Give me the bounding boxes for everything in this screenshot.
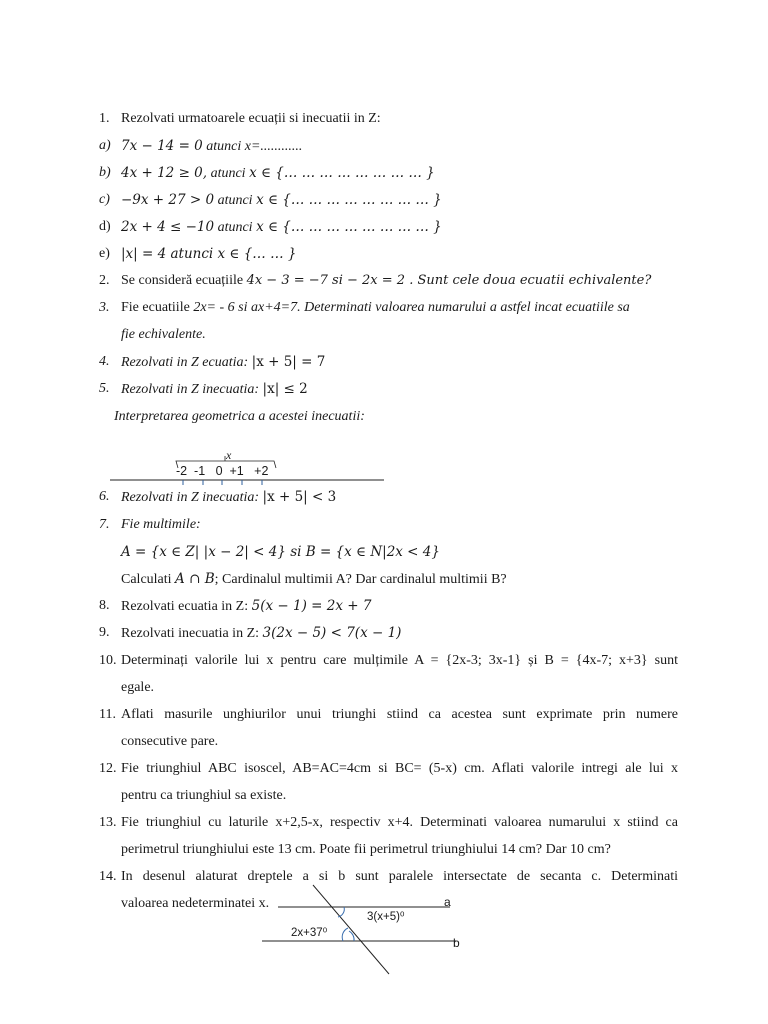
problem-rest: 2x= - 6 si ax+4=7. Determinati valoarea numarului a astfel incat ecuatiile sa: [193, 300, 630, 315]
problem-number: 10.: [99, 653, 117, 668]
problem-11-line2: consecutive pare.: [121, 734, 219, 749]
inequation: 3(2x − 5) < 7(x − 1): [262, 625, 402, 641]
problem-text: In desenul alaturat dreptele a si b sunt paralele intersectate de secanta c. Determinati: [121, 869, 678, 884]
inequation: |x + 5| < 3: [262, 489, 337, 505]
problem-10-line2: egale.: [121, 680, 155, 695]
problem-intro: Rezolvati in Z ecuatia:: [121, 355, 252, 370]
calc-rest: ; Cardinalul multimii A? Dar cardinalul multimii B?: [214, 572, 507, 587]
problem-text: Fie triunghiul ABC isoscel, AB=AC=4cm si BC= (5-x) cm. Aflati valorile intregi ale lui x: [121, 761, 678, 776]
subitem-rest: atunci x=............: [202, 139, 303, 154]
problem-3-line2: fie echivalente.: [121, 327, 206, 342]
problem-number: 6.: [99, 489, 110, 504]
problem-text: Rezolvati urmatoarele ecuații si inecuatii in Z:: [121, 111, 381, 126]
problem-text: Fie triunghiul cu laturile x+2,5-x, respectiv x+4. Determinati valoarea numarului x stiind ca: [121, 815, 678, 830]
solution-set: x ∈ {… … … … … … … … }: [249, 165, 435, 181]
equation: 7x − 14 = 0: [121, 138, 203, 154]
problem-number: 13.: [99, 815, 117, 830]
problem-number: 14.: [99, 869, 117, 884]
problem-number: 9.: [99, 625, 110, 640]
calc-intro: Calculati: [121, 572, 176, 587]
problem-13-line2: perimetrul triunghiului este 13 cm. Poate fii perimetrul triunghiului 14 cm? Dar 10 cm?: [121, 842, 611, 857]
problem-number: 5.: [99, 381, 110, 396]
x-label: x: [226, 448, 232, 462]
problem-number: 7.: [99, 517, 110, 532]
angle-label-bottom: 2x+37⁰: [291, 927, 328, 939]
problem-text: Fie multimile:: [121, 517, 201, 532]
problem-number: 2.: [99, 273, 110, 288]
problem-14-line2: valoarea nedeterminatei x.: [121, 896, 270, 911]
equation: |x + 5| = 7: [251, 354, 326, 370]
subitem-rest: atunci: [214, 193, 257, 208]
solution-set: x ∈ {… … … … … … … … }: [256, 192, 442, 208]
problem-number: 8.: [99, 598, 110, 613]
equation: −9x + 27 > 0: [121, 192, 215, 208]
solution-set: x ∈ {… … … … … … … … }: [256, 219, 442, 235]
angle-label-top: 3(x+5)⁰: [367, 911, 405, 923]
interpretation-heading: Interpretarea geometrica a acestei inecuatii:: [114, 409, 365, 424]
subitem-label: b): [99, 165, 111, 180]
subitem-label: c): [99, 192, 110, 207]
subitem-label: e): [99, 246, 110, 261]
intersection: A ∩ B: [175, 571, 215, 587]
subitem-rest: atunci: [207, 166, 250, 181]
problem-intro: Se consideră ecuațiile: [121, 273, 247, 288]
problem-intro: Rezolvati in Z inecuatia:: [121, 382, 263, 397]
problem-intro: Fie ecuatiile: [121, 300, 194, 315]
label-a: a: [444, 895, 451, 909]
subitem-label: a): [99, 138, 111, 153]
problem-number: 12.: [99, 761, 117, 776]
problem-intro: Rezolvati ecuatia in Z:: [121, 599, 252, 614]
subitem-label: d): [99, 219, 111, 234]
problem-number: 3.: [99, 300, 110, 315]
equation: |x| = 4 atunci x ∈ {… … }: [121, 246, 297, 262]
subitem-rest: atunci: [214, 220, 257, 235]
problem-number: 4.: [99, 354, 110, 369]
problem-number: 11.: [99, 707, 116, 722]
problem-intro: Rezolvati inecuatia in Z:: [121, 626, 263, 641]
equation: 2x + 4 ≤ −10: [121, 219, 215, 235]
equation: 4x + 12 ≥ 0,: [121, 165, 208, 181]
tick-labels: -2 -1 0 +1 +2: [176, 464, 269, 478]
equation: 4x − 3 = −7 si − 2x = 2 . Sunt cele doua ecuatii echivalente?: [246, 273, 652, 288]
angle-arc-bottom: [342, 928, 348, 941]
sets-definition: A = {x ∈ Z| |x − 2| < 4} si B = {x ∈ N|2x < 4}: [121, 544, 440, 560]
label-b: b: [453, 936, 460, 950]
inequation: |x| ≤ 2: [262, 381, 308, 397]
equation: 5(x − 1) = 2x + 7: [251, 598, 372, 614]
problem-text: Determinați valorile lui x pentru care mulțimile A = {2x-3; 3x-1} și B = {4x-7; x+3} sunt: [121, 653, 678, 668]
problem-intro: Rezolvati in Z inecuatia:: [121, 490, 263, 505]
problem-number: 1.: [99, 111, 110, 126]
problem-text: Aflati masurile unghiurilor unui triunghi stiind ca acestea sunt exprimate prin numere: [121, 707, 678, 722]
problem-12-line2: pentru ca triunghiul sa existe.: [121, 788, 287, 803]
